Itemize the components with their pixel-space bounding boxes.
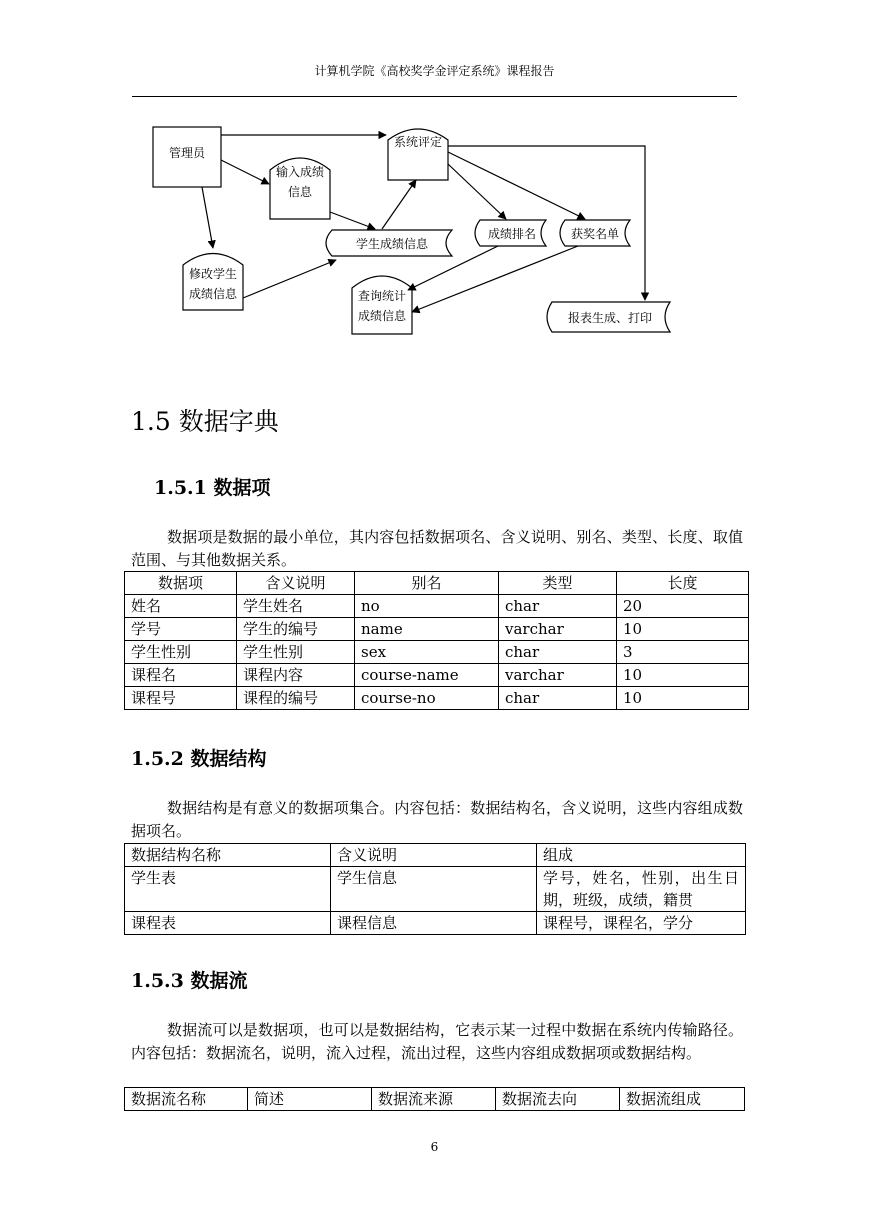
table-cell: 课程号: [125, 687, 237, 710]
table-cell: 3: [617, 641, 749, 664]
table-cell: course-no: [355, 687, 499, 710]
table-cell: char: [499, 641, 617, 664]
table-row: [125, 687, 749, 710]
table-cell: sex: [355, 641, 499, 664]
input-grades-label-2: 信息: [287, 185, 313, 199]
page-number: 6: [430, 1140, 439, 1154]
table-cell: no: [355, 595, 499, 618]
table-row: [125, 867, 746, 912]
table-cell: 学生性别: [125, 641, 237, 664]
subsection-title-data-items: 1.5.1 数据项: [154, 477, 271, 499]
table-cell: 学生性别: [237, 641, 355, 664]
table-cell: 10: [617, 687, 749, 710]
table-row: [125, 664, 749, 687]
table-header-cell: 数据流名称: [125, 1088, 248, 1111]
table-cell: 学生信息: [331, 867, 537, 912]
section-title: 1.5 数据字典: [131, 407, 279, 436]
page-header: 计算机学院《高校奖学金评定系统》课程报告: [314, 64, 555, 78]
input-grades-label-1: 输入成绩: [275, 165, 325, 179]
table-cell: 学生表: [125, 867, 331, 912]
table-header-cell: 数据流组成: [620, 1088, 745, 1111]
table-cell: 课程名: [125, 664, 237, 687]
data-structures-table: [124, 843, 746, 935]
table-cell: varchar: [499, 618, 617, 641]
table-cell: 10: [617, 664, 749, 687]
table-cell: char: [499, 687, 617, 710]
table-row: [125, 618, 749, 641]
table-cell: 学号: [125, 618, 237, 641]
table-header-cell: 简述: [248, 1088, 372, 1111]
table-header-cell: 类型: [499, 572, 617, 595]
table-row: [125, 912, 746, 935]
table-row: [125, 641, 749, 664]
modify-grades-label-2: 成绩信息: [188, 287, 238, 301]
table-header-cell: 别名: [355, 572, 499, 595]
table-cell: 10: [617, 618, 749, 641]
paragraph-data-flows: 数据流可以是数据项，也可以是数据结构，它表示某一过程中数据在系统内传输路径。内容包括：数据流名，说明，流入过程，流出过程，这些内容组成数据项或数据结构。: [131, 1021, 743, 1062]
table-header-cell: 组成: [537, 844, 746, 867]
table-header-cell: 含义说明: [331, 844, 537, 867]
data-items-table: [124, 571, 749, 710]
table-row: [125, 595, 749, 618]
table-cell: 学生姓名: [237, 595, 355, 618]
table-cell: 姓名: [125, 595, 237, 618]
table-cell: 课程号，课程名，学分: [537, 912, 746, 935]
modify-grades-label-1: 修改学生: [188, 267, 238, 281]
report-label: 报表生成、打印: [567, 311, 653, 325]
paragraph-data-items: 数据项是数据的最小单位，其内容包括数据项名、含义说明、别名、类型、长度、取值范围、与其他数据关系。: [131, 528, 743, 569]
table-cell: 课程的编号: [237, 687, 355, 710]
query-stats-shape: [352, 276, 412, 334]
table-cell: varchar: [499, 664, 617, 687]
table-header-cell: 含义说明: [237, 572, 355, 595]
table-header-cell: 数据结构名称: [125, 844, 331, 867]
table-header-cell: 长度: [617, 572, 749, 595]
table-cell: name: [355, 618, 499, 641]
table-header-cell: 数据流来源: [372, 1088, 496, 1111]
table-cell: 课程信息: [331, 912, 537, 935]
subsection-title-data-structures: 1.5.2 数据结构: [131, 748, 267, 770]
data-flow-diagram: [140, 112, 700, 380]
query-stats-label-1: 查询统计: [357, 289, 407, 303]
paragraph-data-structures: 数据结构是有意义的数据项集合。内容包括：数据结构名，含义说明，这些内容组成数据项名。: [131, 799, 743, 840]
table-cell: 课程表: [125, 912, 331, 935]
subsection-title-data-flows: 1.5.3 数据流: [131, 970, 248, 992]
table-cell: course-name: [355, 664, 499, 687]
table-header-row: [125, 1088, 745, 1111]
table-header-row: [125, 844, 746, 867]
system-eval-label: 系统评定: [393, 135, 443, 149]
table-header-cell: 数据流去向: [496, 1088, 620, 1111]
award-label: 获奖名单: [570, 227, 620, 241]
table-header-row: [125, 572, 749, 595]
modify-grades-shape: [183, 254, 243, 311]
table-cell: 学号，姓名，性别，出生日期，班级，成绩，籍贯: [537, 867, 746, 912]
admin-label: 管理员: [168, 146, 206, 160]
header-rule: [132, 96, 737, 97]
data-flows-table: [124, 1087, 745, 1111]
table-cell: 课程内容: [237, 664, 355, 687]
table-header-cell: 数据项: [125, 572, 237, 595]
query-stats-label-2: 成绩信息: [357, 309, 407, 323]
ranking-label: 成绩排名: [487, 227, 537, 241]
student-grades-label: 学生成绩信息: [355, 237, 429, 251]
table-cell: char: [499, 595, 617, 618]
table-cell: 学生的编号: [237, 618, 355, 641]
table-cell: 20: [617, 595, 749, 618]
